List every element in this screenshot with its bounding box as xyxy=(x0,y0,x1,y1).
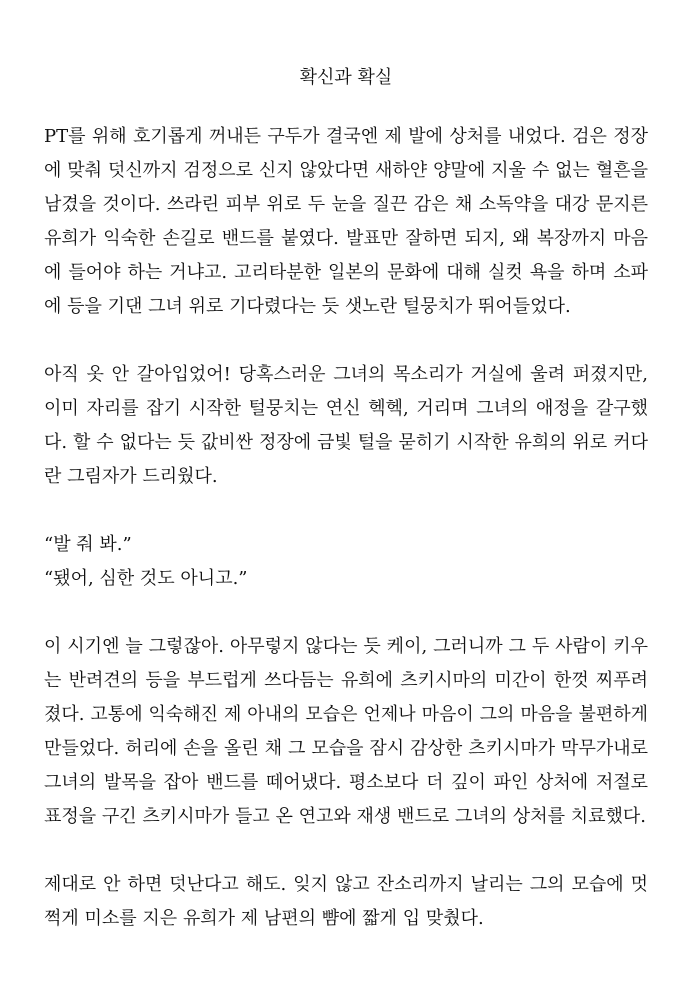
dialogue-block xyxy=(44,528,648,596)
paragraph-4: 제대로 안 하면 덧난다고 해도. 잊지 않고 잔소리까지 날리는 그의 모습에 멋쩍게 미소를 지은 유희가 제 남편의 뺨에 짧게 입 맞췄다. xyxy=(44,874,648,929)
paragraph-2: 아직 옷 안 갈아입었어! 당혹스러운 그녀의 목소리가 거실에 울려 퍼졌지만, 이미 자리를 잡기 시작한 털뭉치는 연신 헥헥, 거리며 그녀의 애정을 갈구했다. 할 수 없다는 듯 값비싼 정장에 금빛 털을 묻히기 시작한 유희의 위로 커다란 그림자가 드리웠다. xyxy=(44,364,648,487)
dialogue-line-1: “발 줘 봐.” xyxy=(44,534,132,555)
paragraph-3: 이 시기엔 늘 그렇잖아. 아무렇지 않다는 듯 케이, 그러니까 그 두 사람이 키우는 반려견의 등을 부드럽게 쓰다듬는 유희에 츠키시마의 미간이 한껏 찌푸려졌다. 고통에 익숙해진 제 아내의 모습은 언제나 마음이 그의 마음을 불편하게 만들었다. 허리에 손을 올린 채 그 모습을 잠시 감상한 츠키시마가 막무가내로 그녀의 발목을 잡아 밴드를 떼어냈다. 평소보다 더 깊이 파인 상처에 저절로 표정을 구긴 츠키시마가 들고 온 연고와 재생 밴드로 그녀의 상처를 치료했다. xyxy=(44,636,648,827)
paragraph-1: PT를 위해 호기롭게 꺼내든 구두가 결국엔 제 발에 상처를 내었다. 검은 정장에 맞춰 덧신까지 검정으로 신지 않았다면 새하얀 양말에 지울 수 없는 혈흔을 남겼을 것이다. 쓰라린 피부 위로 두 눈을 질끈 감은 채 소독약을 대강 문지른 유희가 익숙한 손길로 밴드를 붙였다. 발표만 잘하면 되지, 왜 복장까지 마음에 들어야 하는 거냐고. 고리타분한 일본의 문화에 대해 실컷 욕을 하며 소파에 등을 기댄 그녀 위로 기다렸다는 듯 샛노란 털뭉치가 뛰어들었다. xyxy=(44,126,648,317)
document-title: 확신과 확실 xyxy=(299,67,393,88)
dialogue-line-2: “됐어, 심한 것도 아니고.” xyxy=(44,568,248,589)
document-page xyxy=(44,60,648,970)
